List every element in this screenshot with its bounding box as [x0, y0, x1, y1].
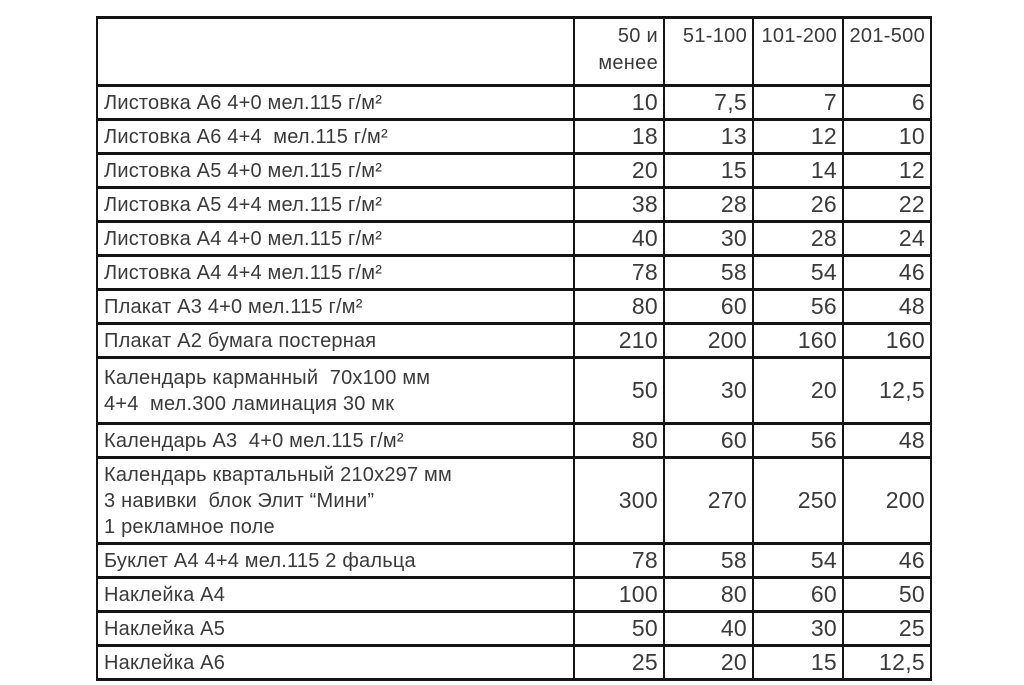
table-row: [97, 290, 931, 324]
price-cell: 26: [753, 188, 843, 222]
price-cell: 48: [843, 424, 931, 458]
price-cell: 14: [753, 154, 843, 188]
price-cell: 22: [843, 188, 931, 222]
price-cell: 30: [753, 612, 843, 646]
price-cell: 60: [753, 578, 843, 612]
price-cell: 100: [574, 578, 664, 612]
price-cell: 54: [753, 256, 843, 290]
price-cell: 300: [574, 458, 664, 544]
table-row: [97, 646, 931, 680]
price-cell: 56: [753, 424, 843, 458]
table-row: [97, 120, 931, 154]
product-name-line: 4+4 мел.300 ламинация 30 мк: [104, 392, 395, 415]
price-cell: 20: [753, 358, 843, 424]
product-name-line: Календарь карманный 70х100 мм: [104, 366, 431, 389]
product-name-cell: [97, 424, 574, 458]
price-cell: 80: [574, 424, 664, 458]
price-cell: 46: [843, 544, 931, 578]
price-cell: 46: [843, 256, 931, 290]
price-cell: 80: [574, 290, 664, 324]
price-cell: 80: [664, 578, 753, 612]
price-cell: 7,5: [664, 86, 753, 120]
price-cell: 78: [574, 256, 664, 290]
price-cell: 12: [753, 120, 843, 154]
price-cell: 20: [664, 646, 753, 680]
price-cell: 40: [574, 222, 664, 256]
price-cell: 78: [574, 544, 664, 578]
product-name-line: 1 рекламное поле: [104, 515, 275, 538]
price-cell: 58: [664, 544, 753, 578]
column-header-qty-50-or-less: 50 и менее: [574, 18, 664, 86]
table-row: [97, 188, 931, 222]
price-cell: 38: [574, 188, 664, 222]
price-cell: 20: [574, 154, 664, 188]
price-cell: 48: [843, 290, 931, 324]
price-cell: 7: [753, 86, 843, 120]
product-name-cell: [97, 256, 574, 290]
product-name-cell: [97, 358, 574, 424]
product-name-line: Листовка А6 4+4 мел.115 г/м²: [104, 125, 388, 148]
table-row: [97, 222, 931, 256]
header-row: [97, 18, 931, 86]
table-row: [97, 358, 931, 424]
product-name-cell: [97, 646, 574, 680]
price-cell: 56: [753, 290, 843, 324]
product-name-line: Плакат А3 4+0 мел.115 г/м²: [104, 295, 363, 318]
price-cell: 10: [574, 86, 664, 120]
price-cell: 12: [843, 154, 931, 188]
price-cell: 54: [753, 544, 843, 578]
table-row: [97, 154, 931, 188]
table-row: [97, 256, 931, 290]
table-row: [97, 544, 931, 578]
price-cell: 160: [843, 324, 931, 358]
product-name-line: Наклейка А6: [104, 651, 226, 674]
price-cell: 15: [753, 646, 843, 680]
table-row: [97, 458, 931, 544]
product-name-cell: [97, 154, 574, 188]
price-cell: 28: [753, 222, 843, 256]
table-row: [97, 86, 931, 120]
product-name-line: Листовка А5 4+0 мел.115 г/м²: [104, 159, 383, 182]
table-row: [97, 612, 931, 646]
price-cell: 200: [664, 324, 753, 358]
table-row: [97, 578, 931, 612]
price-cell: 15: [664, 154, 753, 188]
product-name-line: 3 навивки блок Элит “Мини”: [104, 489, 375, 512]
table-row: [97, 324, 931, 358]
price-cell: 50: [574, 358, 664, 424]
column-header-qty-101-200: 101-200: [753, 18, 843, 86]
product-name-cell: [97, 578, 574, 612]
price-cell: 60: [664, 424, 753, 458]
product-name-line: Плакат А2 бумага постерная: [104, 329, 377, 352]
product-name-line: Листовка А6 4+0 мел.115 г/м²: [104, 91, 383, 114]
product-name-line: Календарь квартальный 210х297 мм: [104, 463, 452, 486]
price-cell: 30: [664, 358, 753, 424]
price-cell: 18: [574, 120, 664, 154]
price-cell: 12,5: [843, 358, 931, 424]
product-name-cell: [97, 86, 574, 120]
price-cell: 13: [664, 120, 753, 154]
price-cell: 250: [753, 458, 843, 544]
price-cell: 30: [664, 222, 753, 256]
product-name-line: Листовка А5 4+4 мел.115 г/м²: [104, 193, 383, 216]
price-cell: 60: [664, 290, 753, 324]
column-header-qty-51-100: 51-100: [664, 18, 753, 86]
column-header-empty: [97, 18, 574, 86]
product-name-line: Наклейка А4: [104, 583, 226, 606]
product-name-cell: [97, 544, 574, 578]
product-name-cell: [97, 458, 574, 544]
product-name-cell: [97, 290, 574, 324]
price-cell: 10: [843, 120, 931, 154]
product-name-cell: [97, 188, 574, 222]
price-cell: 25: [574, 646, 664, 680]
price-cell: 200: [843, 458, 931, 544]
product-name-line: Наклейка А5: [104, 617, 226, 640]
price-cell: 50: [843, 578, 931, 612]
price-cell: 25: [843, 612, 931, 646]
product-name-line: Листовка А4 4+4 мел.115 г/м²: [104, 261, 383, 284]
price-cell: 40: [664, 612, 753, 646]
product-name-cell: [97, 612, 574, 646]
price-cell: 270: [664, 458, 753, 544]
price-cell: 12,5: [843, 646, 931, 680]
product-name-line: Буклет А4 4+4 мел.115 2 фальца: [104, 549, 416, 572]
product-name-cell: [97, 120, 574, 154]
price-cell: 6: [843, 86, 931, 120]
price-cell: 28: [664, 188, 753, 222]
price-cell: 160: [753, 324, 843, 358]
product-name-cell: [97, 324, 574, 358]
price-cell: 50: [574, 612, 664, 646]
product-name-line: Листовка А4 4+0 мел.115 г/м²: [104, 227, 383, 250]
price-table: [96, 16, 932, 681]
price-cell: 210: [574, 324, 664, 358]
price-cell: 24: [843, 222, 931, 256]
column-header-qty-201-500: 201-500: [843, 18, 931, 86]
table-row: [97, 424, 931, 458]
price-cell: 58: [664, 256, 753, 290]
product-name-line: Календарь А3 4+0 мел.115 г/м²: [104, 429, 404, 452]
product-name-cell: [97, 222, 574, 256]
